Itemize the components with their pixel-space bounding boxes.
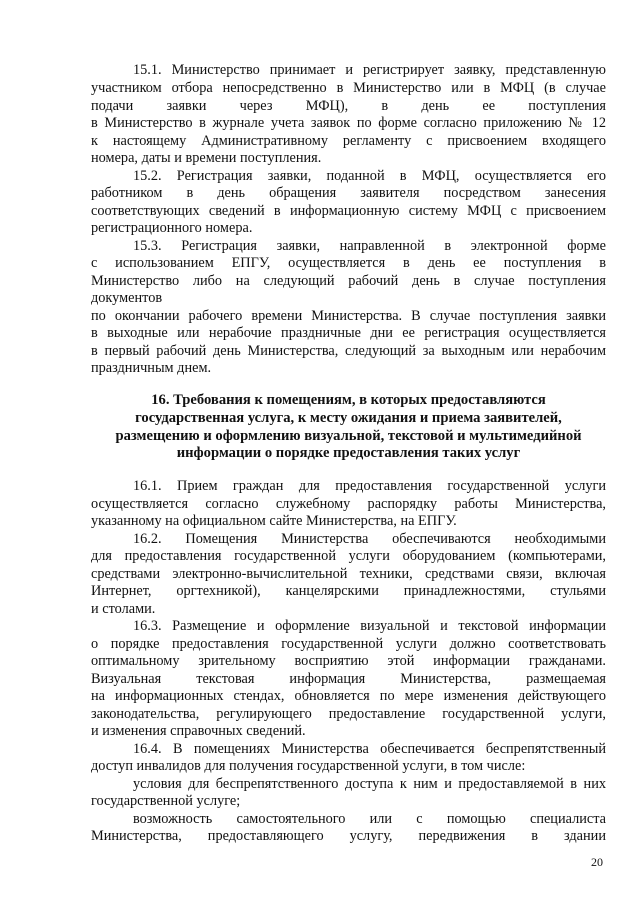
paragraph-16-3-line: о порядке предоставления государственной услуги должно соответствовать xyxy=(91,636,606,652)
paragraph-16-2-line: средствами электронно-вычислительной техники, средствами связи, включая xyxy=(91,566,606,582)
paragraph-16-1-line: указанному на официальном сайте Министерства, на ЕПГУ. xyxy=(91,513,457,529)
paragraph-15-3-line: по окончании рабочего времени Министерства. В случае поступления заявки xyxy=(91,308,606,324)
paragraph-15-2-line: регистрационного номера. xyxy=(91,220,253,236)
paragraph-16-3-line: и изменения справочных сведений. xyxy=(91,723,306,739)
paragraph-15-3-line: 15.3. Регистрация заявки, направленной в электронной форме xyxy=(133,238,606,254)
paragraph-16-4-item-line: возможность самостоятельного или с помощью специалиста xyxy=(133,811,606,827)
paragraph-15-3-line: в первый рабочий день Министерства, следующий за выходным или нерабочим xyxy=(91,343,606,359)
paragraph-16-4-line: 16.4. В помещениях Министерства обеспечивается беспрепятственный xyxy=(133,741,606,757)
paragraph-15-1-line: номера, даты и времени поступления. xyxy=(91,150,322,166)
paragraph-15-2-line: соответствующих сведений в информационную систему МФЦ с присвоением xyxy=(91,203,606,219)
paragraph-16-2-line: для предоставления государственной услуги оборудованием (компьютерами, xyxy=(91,548,606,564)
paragraph-16-2-line: Интернет, оргтехникой), канцелярскими принадлежностями, стульями xyxy=(91,583,606,599)
paragraph-15-1-line: к настоящему Административному регламенту с присвоением входящего xyxy=(91,133,606,149)
paragraph-16-1-line: 16.1. Прием граждан для предоставления государственной услуги xyxy=(133,478,606,494)
section-16-heading-line: размещению и оформлению визуальной, текстовой и мультимедийной xyxy=(115,428,582,444)
paragraph-15-3-line: документов xyxy=(91,290,163,306)
paragraph-15-3-line: с использованием ЕПГУ, осуществляется в день ее поступления в xyxy=(91,255,606,271)
paragraph-15-1-line: участником отбора непосредственно в Министерство или в МФЦ (в случае xyxy=(91,80,606,96)
paragraph-15-3-line: Министерство либо на следующий рабочий день в случае поступления xyxy=(91,273,606,289)
paragraph-15-1-line: 15.1. Министерство принимает и регистрирует заявку, представленную xyxy=(133,62,606,78)
section-16-heading-line: 16. Требования к помещениям, в которых предоставляются xyxy=(151,392,546,408)
paragraph-16-4-item-line: условия для беспрепятственного доступа к ним и предоставляемой в них xyxy=(133,776,606,792)
paragraph-16-4-item-line: государственной услуге; xyxy=(91,793,241,809)
paragraph-15-3-line: праздничным днем. xyxy=(91,360,212,376)
paragraph-15-2-line: 15.2. Регистрация заявки, поданной в МФЦ, осуществляется его xyxy=(133,168,606,184)
paragraph-16-3-line: законодательства, регулирующего предоставление государственной услуги, xyxy=(91,706,606,722)
paragraph-15-2-line: работником в день обращения заявителя посредством занесения xyxy=(91,185,606,201)
page-number: 20 xyxy=(591,855,603,869)
section-16-heading-line: информации о порядке предоставления таких услуг xyxy=(176,445,521,461)
paragraph-16-4-item-line: Министерства, предоставляющего услугу, передвижения в здании xyxy=(91,828,606,844)
paragraph-15-1-line: подачи заявки через МФЦ), в день ее поступления xyxy=(91,98,606,114)
paragraph-16-1-line: осуществляется согласно служебному распорядку работы Министерства, xyxy=(91,496,606,512)
paragraph-16-2-line: и столами. xyxy=(91,601,156,617)
paragraph-16-3-line: оптимальному зрительному восприятию этой информации гражданами. xyxy=(91,653,606,669)
paragraph-16-3-line: 16.3. Размещение и оформление визуальной и текстовой информации xyxy=(133,618,606,634)
paragraph-16-4-line: доступ инвалидов для получения государственной услуги, в том числе: xyxy=(91,758,526,774)
section-16-heading-line: государственная услуга, к месту ожидания и приема заявителей, xyxy=(135,410,562,426)
paragraph-16-3-line: Визуальная текстовая информация Министерства, размещаемая xyxy=(91,671,606,687)
paragraph-16-2-line: 16.2. Помещения Министерства обеспечиваются необходимыми xyxy=(133,531,606,547)
paragraph-15-1-line: в Министерство в журнале учета заявок по форме согласно приложению № 12 xyxy=(91,115,606,131)
paragraph-15-3-line: в выходные или нерабочие праздничные дни ее регистрация осуществляется xyxy=(91,325,606,341)
paragraph-16-3-line: на информационных стендах, обновляется по мере изменения действующего xyxy=(91,688,606,704)
